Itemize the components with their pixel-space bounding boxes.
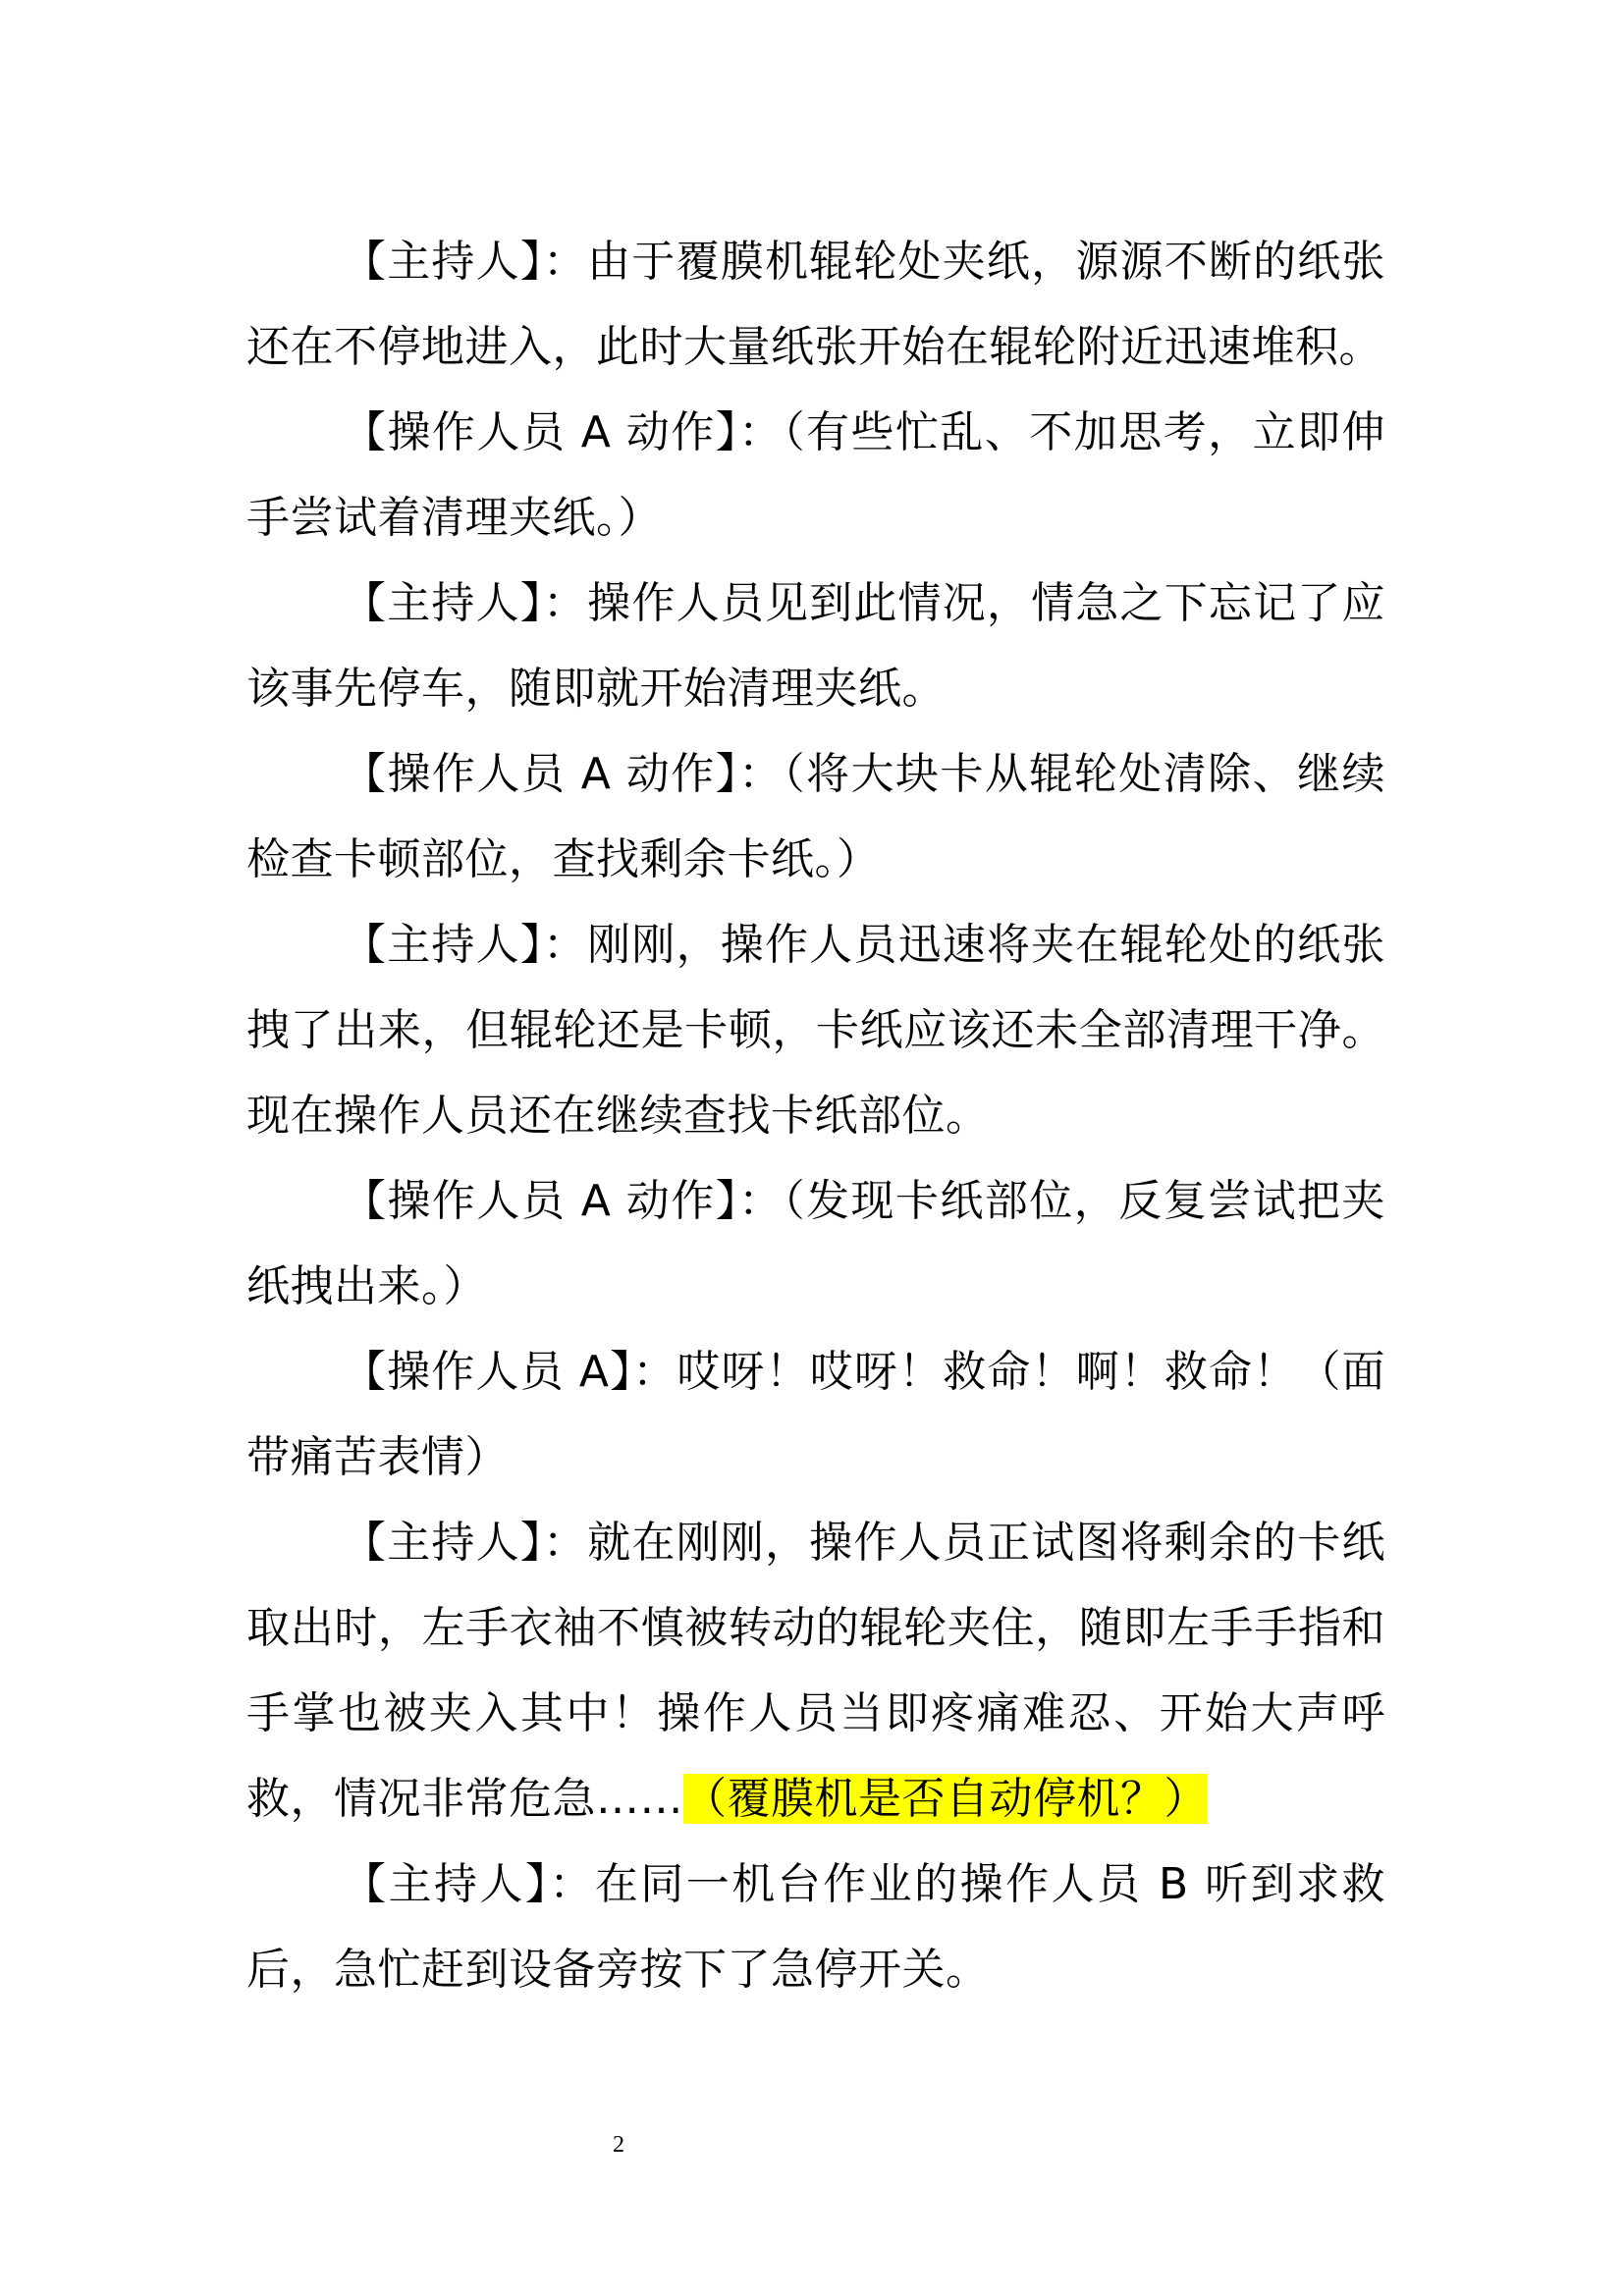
paragraph-7: 【操作人员 A】：哎呀！哎呀！救命！啊！救命！（面带痛苦表情） (246, 1347, 1385, 1482)
paragraph-1: 【主持人】：由于覆膜机辊轮处夹纸，源源不断的纸张还在不停地进入，此时大量纸张开始在辊轮附近迅速堆积。 (246, 237, 1385, 372)
paragraph-4: 【操作人员 A 动作】：（将大块卡从辊轮处清除、继续检查卡顿部位，查找剩余卡纸。） (246, 749, 1385, 884)
document-body (246, 219, 1385, 2012)
paragraph-3: 【主持人】：操作人员见到此情况，情急之下忘记了应该事先停车，随即就开始清理夹纸。 (246, 578, 1385, 714)
paragraph-5: 【主持人】：刚刚，操作人员迅速将夹在辊轮处的纸张拽了出来，但辊轮还是卡顿，卡纸应该还未全部清理干净。现在操作人员还在继续查找卡纸部位。 (246, 920, 1385, 1141)
paragraph-8-text: 【主持人】：就在刚刚，操作人员正试图将剩余的卡纸取出时，左手衣袖不慎被转动的辊轮夹住，随即左手手指和手掌也被夹入其中！操作人员当即疼痛难忍、开始大声呼救，情况非常危急…… (246, 1518, 1385, 1824)
paragraph-6: 【操作人员 A 动作】：（发现卡纸部位，反复尝试把夹纸拽出来。） (246, 1176, 1385, 1311)
page-number: 2 (613, 2132, 624, 2158)
paragraph-9: 【主持人】：在同一机台作业的操作人员 B 听到求救后，急忙赶到设备旁按下了急停开关。 (246, 1859, 1385, 1995)
paragraph-2: 【操作人员 A 动作】：（有些忙乱、不加思考，立即伸手尝试着清理夹纸。） (246, 407, 1385, 543)
paragraph-8 (246, 1500, 1385, 1842)
highlighted-question: （覆膜机是否自动停机？） (683, 1774, 1208, 1824)
